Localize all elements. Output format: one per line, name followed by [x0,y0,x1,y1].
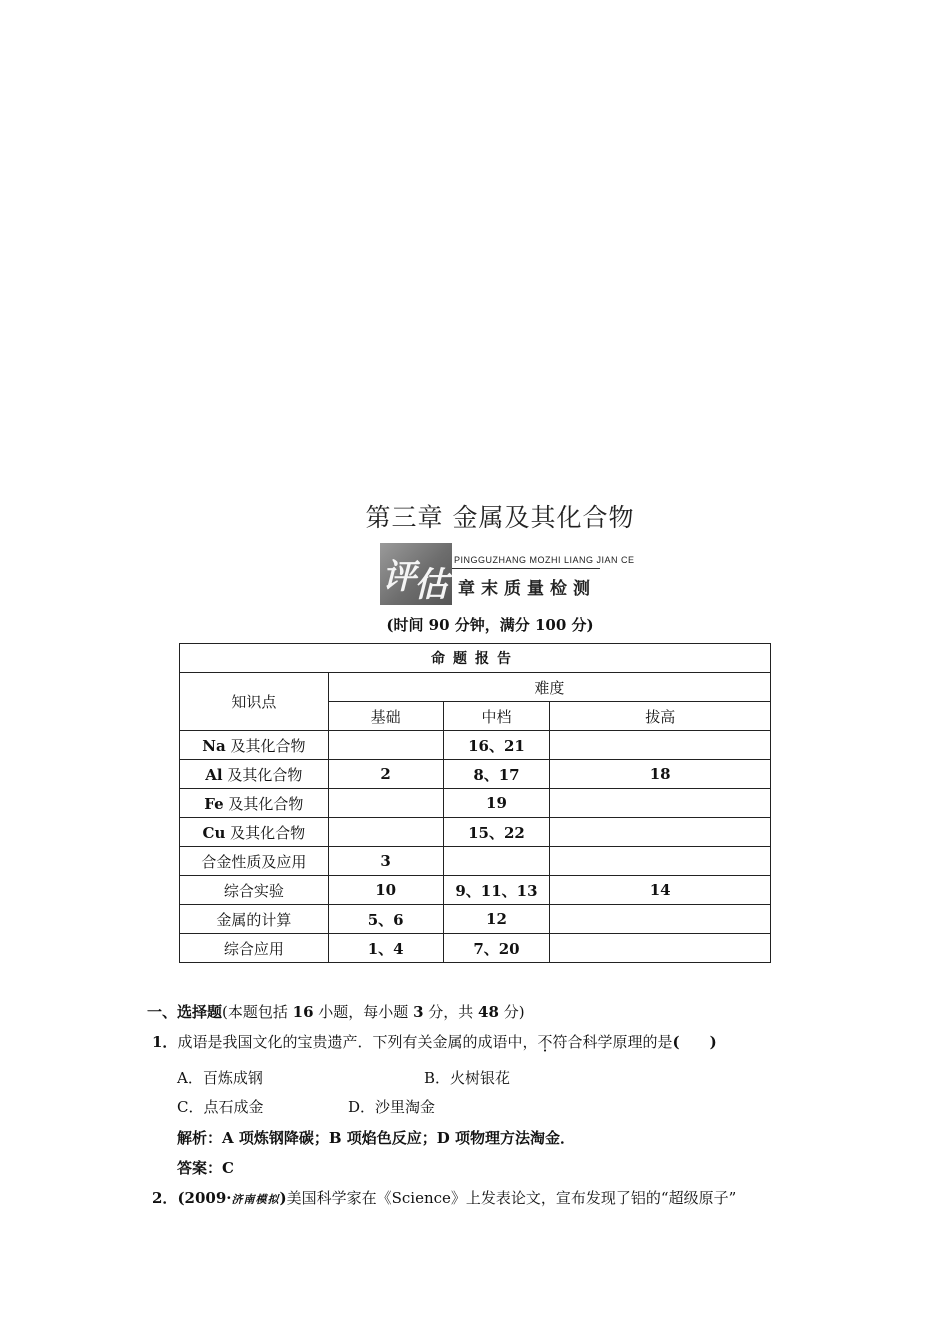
q1-paren: ( ) [672,1033,717,1051]
medium-cell [443,847,550,876]
section-heading [147,1001,525,1022]
basic-cell: 1、4 [328,934,443,963]
hard-cell: 18 [550,760,771,789]
q1-option-a: A．百炼成钢 [177,1069,263,1087]
topic-element: Cu [202,823,226,842]
table-row [180,876,771,905]
question-1 [152,1031,717,1052]
basic-cell [328,818,443,847]
q2-text: 美国科学家在《Science》上发表论文，宣布发现了铝的“超级原子” [286,1189,737,1207]
section-note-mid2: 分，共 [423,1003,479,1021]
report-table [179,643,771,963]
medium-cell: 19 [443,789,550,818]
medium-cell: 9、11、13 [443,876,550,905]
hard-cell [550,905,771,934]
col-difficulty: 难度 [328,673,770,702]
topic-rest: 及其化合物 [222,765,303,784]
table-row [180,760,771,789]
topic-rest: 及其化合物 [223,794,304,813]
topic-cell [180,789,329,818]
chapter-title: 第三章 金属及其化合物 [365,503,635,532]
topic-rest: 及其化合物 [225,736,306,755]
basic-cell: 3 [328,847,443,876]
basic-cell [328,731,443,760]
section-score-each: 3 [413,1003,424,1021]
table-row [180,818,771,847]
q1-option-c: C．点石成金 [177,1098,264,1116]
table-row [180,731,771,760]
q1-text-post: 符合科学原理的是 [552,1033,673,1051]
table-row [180,789,771,818]
level-basic: 基础 [328,702,443,731]
basic-cell: 10 [328,876,443,905]
q1-option-d: D．沙里淘金 [348,1098,436,1116]
section-score-total: 48 [478,1003,499,1021]
section-banner [380,543,635,605]
table-row [180,934,771,963]
hard-cell [550,789,771,818]
banner-title: 章末质量检测 [458,579,596,599]
topic-element: Fe [204,794,224,813]
q2-source-post: ) [279,1189,287,1207]
topic-rest: 及其化合物 [225,823,306,842]
medium-cell: 16、21 [443,731,550,760]
time-info: (时间 90 分钟，满分 100 分) [386,616,594,634]
q1-emphasis: 不 [537,1033,553,1051]
logo-char-1: 评 [382,557,416,597]
q2-source-pre: (2009· [177,1189,232,1207]
section-label: 一、选择题 [147,1003,223,1021]
topic-cell [180,760,329,789]
hard-cell [550,731,771,760]
medium-cell: 7、20 [443,934,550,963]
hard-cell: 14 [550,876,771,905]
table-header-row [180,644,771,673]
hard-cell [550,934,771,963]
topic-cell: 综合实验 [180,876,329,905]
medium-cell: 8、17 [443,760,550,789]
topic-cell [180,731,329,760]
q1-analysis: 解析：A 项炼钢降碳；B 项焰色反应；D 项物理方法淘金． [177,1129,575,1147]
banner-logo [380,543,452,605]
topic-cell: 合金性质及应用 [180,847,329,876]
q2-number: 2． [152,1189,178,1207]
section-note-end: 分) [498,1003,525,1021]
table-row [180,905,771,934]
medium-cell: 15、22 [443,818,550,847]
section-note-pre: (本题包括 [222,1003,293,1021]
table-row [180,847,771,876]
basic-cell [328,789,443,818]
col-knowledge: 知识点 [180,673,329,731]
section-note-mid1: 小题，每小题 [313,1003,414,1021]
q1-number: 1． [152,1033,178,1051]
banner-divider [452,568,600,569]
section-count: 16 [292,1003,314,1021]
q1-option-b: B．火树银花 [424,1069,511,1087]
basic-cell: 5、6 [328,905,443,934]
topic-cell [180,818,329,847]
report-header: 命题报告 [180,644,771,673]
level-medium: 中档 [443,702,550,731]
topic-element: Na [202,736,226,755]
banner-pinyin: PINGGUZHANG MOZHI LIANG JIAN CE [454,555,635,565]
q1-text-pre: 成语是我国文化的宝贵遗产．下列有关金属的成语中， [177,1033,538,1051]
topic-element: Al [205,765,223,784]
logo-char-2: 估 [414,565,448,605]
q1-answer: 答案：C [177,1159,234,1177]
topic-cell: 金属的计算 [180,905,329,934]
level-hard: 拔高 [550,702,771,731]
basic-cell: 2 [328,760,443,789]
medium-cell: 12 [443,905,550,934]
q2-source-place: 济南模拟 [231,1193,280,1206]
topic-cell: 综合应用 [180,934,329,963]
hard-cell [550,818,771,847]
hard-cell [550,847,771,876]
table-subheader-row [180,673,771,702]
question-2 [152,1187,736,1208]
